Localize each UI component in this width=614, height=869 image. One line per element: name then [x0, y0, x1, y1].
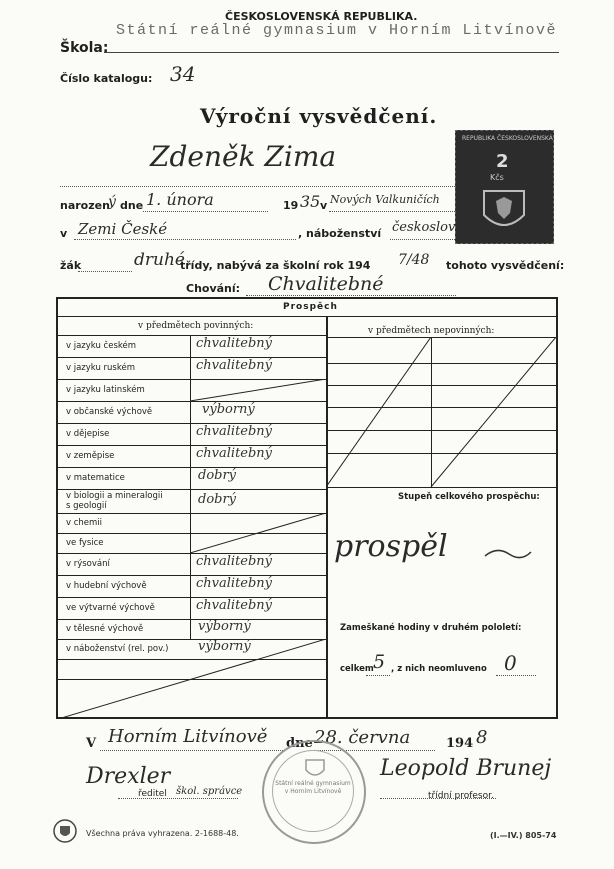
subject-label: v matematice	[66, 473, 125, 483]
subject-row	[58, 357, 326, 380]
subject-row	[58, 533, 326, 554]
school-year-value: 7/48	[398, 252, 430, 268]
form-code: (I.—IV.) 805-74	[490, 831, 557, 840]
teacher-label: třídní profesor.	[428, 791, 494, 801]
subject-row	[58, 553, 326, 576]
subject-label: v chemii	[66, 518, 103, 528]
subject-label: v náboženství (rel. pov.)	[66, 644, 169, 654]
religion-label: , náboženství	[298, 227, 382, 240]
unexcused-value: 0	[504, 651, 517, 675]
subject-row	[58, 575, 326, 598]
subject-grade: výborný	[202, 402, 255, 417]
born-suffix: ý	[108, 194, 116, 210]
subject-row	[58, 445, 326, 468]
footer-year-prefix: 194	[446, 736, 474, 751]
subject-grade: dobrý	[198, 492, 237, 507]
pupil-label: žák	[60, 259, 82, 272]
footer-place: Horním Litvínově	[108, 726, 268, 747]
subject-grade: výborný	[198, 639, 251, 654]
subject-label: v jazyku ruském	[66, 363, 135, 373]
seal-text: Státní reálné gymnasium v Horním Litvínově	[275, 780, 351, 795]
absence-header: Zameškané hodiny v druhém pololetí:	[340, 623, 522, 633]
strike-line	[190, 513, 326, 553]
subject-row	[58, 619, 326, 640]
class-value: druhé	[134, 250, 185, 270]
optional-header: v předmětech nepovinných:	[368, 326, 495, 336]
subject-row	[58, 489, 326, 514]
place-value: Nových Valkuničích	[330, 193, 440, 206]
certificate-suffix: tohoto vysvědčení:	[446, 259, 565, 272]
subject-label: v občanské výchově	[66, 407, 153, 417]
subject-row	[58, 597, 326, 620]
school-seal	[262, 740, 366, 844]
total-label: celkem	[340, 664, 374, 674]
duty-stamp-label: REPUBLIKA ČESKOSLOVENSKÁ	[462, 135, 553, 142]
director-label: ředitel	[138, 789, 167, 799]
year-prefix: 19	[283, 199, 299, 212]
duty-stamp-currency: Kčs	[490, 173, 504, 182]
country-label: v	[60, 227, 68, 240]
student-name: Zdeněk Zima	[150, 140, 337, 173]
subject-label: v tělesné výchově	[66, 624, 144, 634]
subject-label: v hudební výchově	[66, 581, 147, 591]
subject-label: v rýsování	[66, 559, 110, 569]
conduct-label: Chování:	[186, 282, 241, 295]
born-label: narozen	[60, 199, 110, 212]
subject-grade: výborný	[198, 619, 251, 634]
subject-label: ve výtvarné výchově	[66, 603, 155, 613]
unexcused-dotline	[496, 675, 536, 676]
subject-grade: chvalitebný	[196, 336, 273, 351]
director-dotline	[118, 798, 238, 799]
director-signature: Drexler	[86, 764, 171, 789]
subject-label: v jazyku latinském	[66, 385, 145, 395]
subject-label: v biologii a mineralogii	[66, 491, 163, 501]
optional-strike-lines	[326, 337, 556, 487]
subject-grade: chvalitebný	[196, 358, 273, 373]
religion-dotline	[390, 239, 455, 240]
overall-flourish	[483, 546, 533, 562]
mandatory-header: v předmětech povinných:	[138, 321, 254, 331]
subject-row	[58, 335, 326, 358]
conduct-dotline	[246, 295, 456, 296]
name-dotline	[60, 186, 455, 187]
teacher-signature: Leopold Brunej	[380, 756, 552, 781]
director-note: škol. správce	[176, 786, 243, 797]
catalog-label: Číslo katalogu:	[60, 72, 153, 85]
place-dotline	[100, 750, 283, 751]
overall-header: Stupeň celkového prospěchu:	[398, 492, 540, 502]
subject-grade: chvalitebný	[196, 446, 273, 461]
optional-subjects-area	[326, 337, 556, 487]
subject-label: ve fysice	[66, 538, 104, 548]
subject-row	[58, 467, 326, 490]
day-label: dne	[120, 199, 144, 212]
subject-row	[58, 423, 326, 446]
subject-grade: chvalitebný	[196, 554, 273, 569]
place-label: v	[320, 199, 328, 212]
footer-date-label: dne	[286, 736, 313, 751]
grades-table	[56, 297, 558, 719]
lion-emblem-icon	[302, 756, 328, 780]
place-dotline	[329, 211, 455, 212]
place-prefix: V	[86, 736, 97, 751]
grades-title: Prospěch	[283, 302, 338, 312]
subject-label: v jazyku českém	[66, 341, 137, 351]
total-value: 5	[373, 651, 386, 673]
subject-label-continued: s geologií	[66, 501, 107, 511]
unexcused-label: , z nich neomluveno	[391, 664, 487, 674]
title-divider	[58, 316, 556, 317]
school-label: Škola:	[60, 40, 109, 56]
total-dotline	[366, 675, 390, 676]
day-value: 1. února	[146, 190, 214, 209]
subject-label: v dějepise	[66, 429, 110, 439]
subject-grade: chvalitebný	[196, 424, 273, 439]
footer-date: 28. června	[314, 727, 411, 748]
school-value: Státní reálné gymnasium v Horním Litvínově	[116, 22, 558, 39]
duty-stamp-value: 2	[496, 151, 509, 172]
day-dotline	[143, 211, 268, 212]
optional-bottom-line	[326, 487, 556, 488]
subject-row	[58, 401, 326, 424]
duty-stamp	[455, 130, 554, 244]
country-value: Zemi České	[78, 220, 168, 238]
catalog-value: 34	[170, 62, 196, 86]
subject-grade: dobrý	[198, 468, 237, 483]
certificate-title: Výroční vysvědčení.	[200, 104, 438, 128]
footer-year: 8	[476, 727, 488, 748]
year-value: 35	[300, 192, 321, 211]
strike-line	[58, 639, 326, 719]
country-dotline	[74, 239, 296, 240]
religion-value: českoslov.	[392, 220, 458, 235]
class-suffix: třídy, nabývá za školní rok 194	[180, 259, 371, 272]
subject-grade: chvalitebný	[196, 576, 273, 591]
pupil-dotline	[78, 271, 132, 272]
subject-grade: chvalitebný	[196, 598, 273, 613]
subject-row	[58, 379, 326, 402]
strike-line	[190, 379, 326, 401]
conduct-value: Chvalitebné	[268, 273, 384, 295]
subject-label: v zeměpise	[66, 451, 115, 461]
printer-emblem-icon	[52, 816, 78, 846]
overall-value: prospěl	[334, 529, 448, 564]
rights-notice: Všechna práva vyhrazena. 2-1688-48.	[86, 829, 239, 838]
lion-emblem-icon	[478, 185, 530, 237]
republic-heading: ČESKOSLOVENSKÁ REPUBLIKA.	[225, 10, 418, 23]
school-underline	[104, 52, 559, 53]
